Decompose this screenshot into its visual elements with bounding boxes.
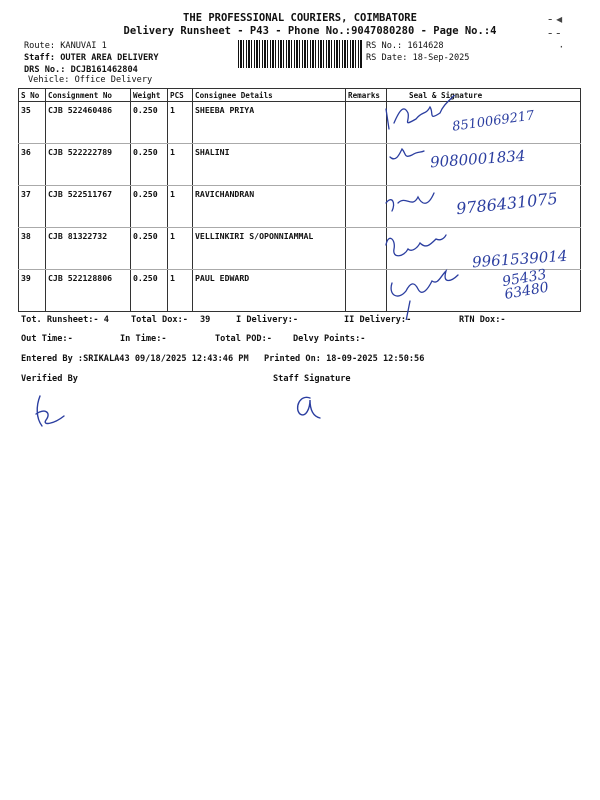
cell-weight: 0.250 xyxy=(131,186,168,228)
cell-pcs: 1 xyxy=(168,102,193,144)
route-label: Route: KANUVAI 1 xyxy=(24,41,107,51)
handwritten-phone-4: 9961539014 xyxy=(471,246,568,272)
drs-label: DRS No.: DCJB161462804 xyxy=(24,65,138,75)
total-runsheet: Tot. Runsheet:- 4 xyxy=(21,315,109,325)
col-remarks: Remarks xyxy=(346,89,387,102)
verifier-signature xyxy=(30,392,70,432)
col-consignment: Consignment No xyxy=(46,89,131,102)
cell-pcs: 1 xyxy=(168,144,193,186)
signature-mark-3 xyxy=(386,193,434,211)
cell-consignee: SHALINI xyxy=(193,144,346,186)
i-delivery: I Delivery:- xyxy=(236,315,299,325)
printed-on: Printed On: 18-09-2025 12:50:56 xyxy=(264,354,425,364)
handwritten-phone-3: 9786431075 xyxy=(455,188,559,219)
cell-consignment: CJB 522128806 xyxy=(46,270,131,312)
cell-consignee: RAVICHANDRAN xyxy=(193,186,346,228)
cell-sno: 35 xyxy=(19,102,46,144)
out-time: Out Time:- xyxy=(21,334,73,344)
handwritten-phone-2: 9080001834 xyxy=(429,146,526,172)
ii-delivery: II Delivery:- xyxy=(344,315,412,325)
total-pod: Total POD:- xyxy=(215,334,272,344)
handwritten-phone-1: 8510069217 xyxy=(451,108,536,135)
staff-label: Staff: OUTER AREA DELIVERY xyxy=(24,53,159,63)
signature-mark-5 xyxy=(391,271,458,320)
cell-consignee: VELLINKIRI S/OPONNIAMMAL xyxy=(193,228,346,270)
handwritten-phone-5: 95433 63480 xyxy=(501,266,550,303)
cell-sno: 38 xyxy=(19,228,46,270)
signature-mark-2 xyxy=(390,149,424,159)
cell-weight: 0.250 xyxy=(131,228,168,270)
cell-pcs: 1 xyxy=(168,228,193,270)
signature-mark-1 xyxy=(386,95,458,129)
rs-number: RS No.: 1614628 xyxy=(366,41,444,51)
cell-consignee: SHEEBA PRIYA xyxy=(193,102,346,144)
cell-consignment: CJB 522511767 xyxy=(46,186,131,228)
col-consignee: Consignee Details xyxy=(193,89,346,102)
rs-date: RS Date: 18-Sep-2025 xyxy=(366,53,470,63)
signature-mark-4 xyxy=(386,235,446,256)
cell-sno: 36 xyxy=(19,144,46,186)
cell-pcs: 1 xyxy=(168,186,193,228)
cell-pcs: 1 xyxy=(168,270,193,312)
cell-consignee: PAUL EDWARD xyxy=(193,270,346,312)
cell-consignment: CJB 81322732 xyxy=(46,228,131,270)
cell-weight: 0.250 xyxy=(131,270,168,312)
rtn-dox: RTN Dox:- xyxy=(459,315,506,325)
cell-weight: 0.250 xyxy=(131,144,168,186)
col-signature: Seal & Signature xyxy=(387,89,581,102)
cell-weight: 0.250 xyxy=(131,102,168,144)
staff-signature xyxy=(290,388,326,422)
barcode-icon xyxy=(238,40,362,68)
total-dox-label: Total Dox:- xyxy=(131,315,188,325)
cell-sno: 39 xyxy=(19,270,46,312)
entered-by: Entered By :SRIKALA43 09/18/2025 12:43:46 PM xyxy=(21,354,249,364)
staff-signature-label: Staff Signature xyxy=(273,374,351,384)
cell-consignment: CJB 522460486 xyxy=(46,102,131,144)
col-pcs: PCS xyxy=(168,89,193,102)
in-time: In Time:- xyxy=(120,334,167,344)
corner-marks: ‑ ◂ ‑ ‑ · xyxy=(548,12,564,54)
cell-sno: 37 xyxy=(19,186,46,228)
runsheet-subtitle: Delivery Runsheet - P43 - Phone No.:9047080280 - Page No.:4 xyxy=(123,25,497,37)
delivery-points: Delvy Points:- xyxy=(293,334,366,344)
col-sno: S No xyxy=(19,89,46,102)
col-weight: Weight xyxy=(131,89,168,102)
verified-by: Verified By xyxy=(21,374,78,384)
total-dox-value: 39 xyxy=(200,315,211,325)
cell-consignment: CJB 522222789 xyxy=(46,144,131,186)
vehicle-label: Vehicle: Office Delivery xyxy=(28,75,153,85)
company-title: THE PROFESSIONAL COURIERS, COIMBATORE xyxy=(183,12,417,24)
